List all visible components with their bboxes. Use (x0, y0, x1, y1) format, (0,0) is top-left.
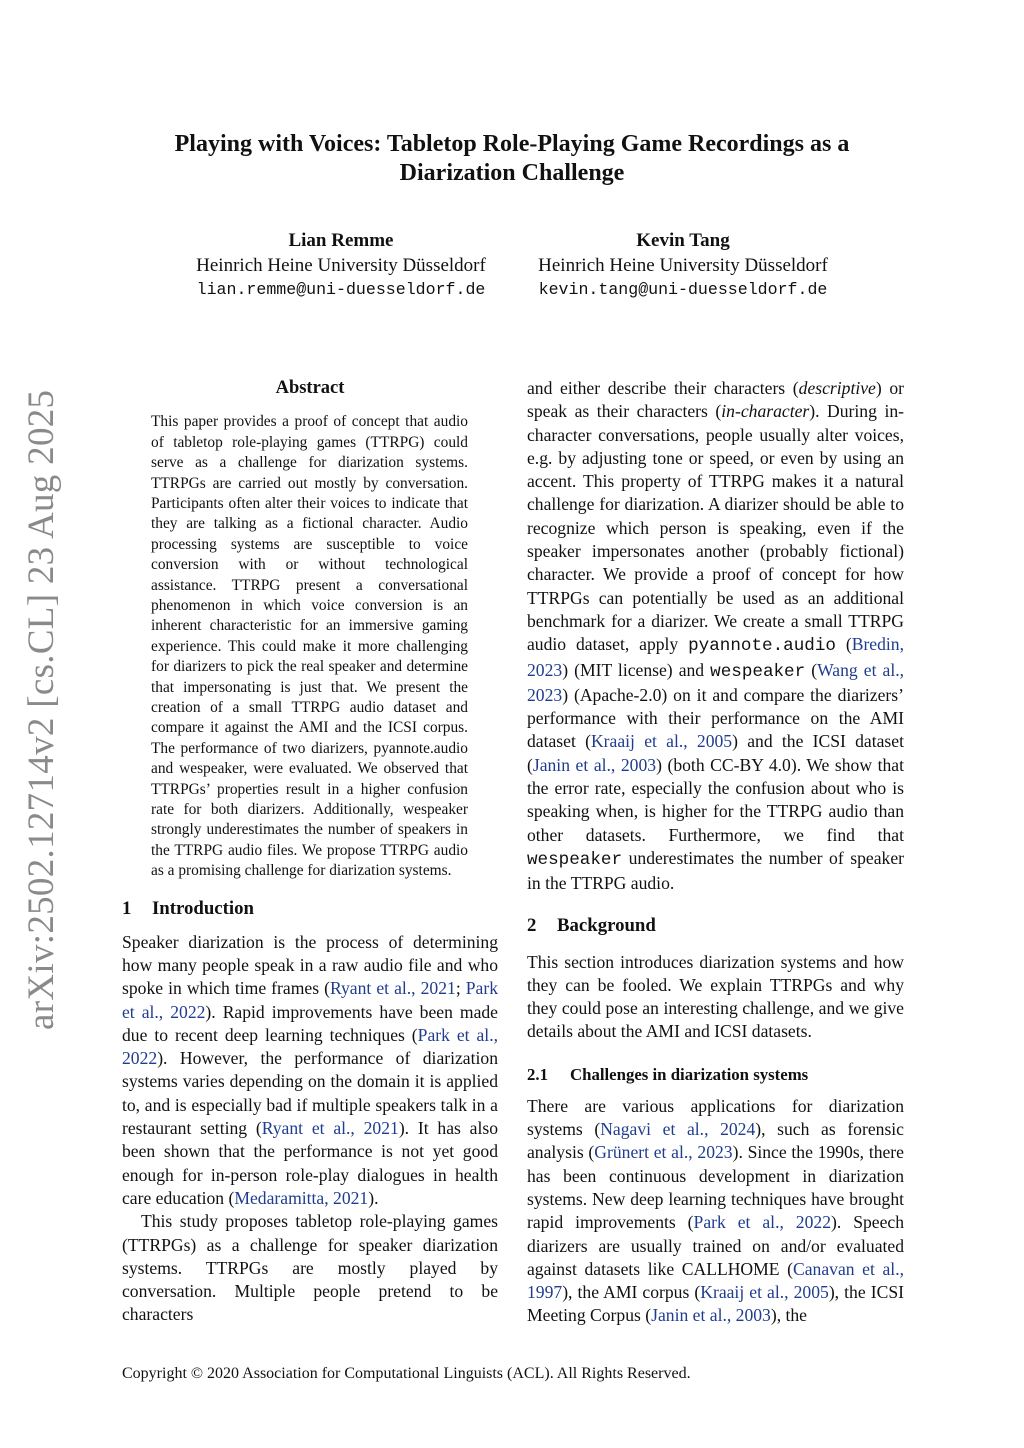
section-title: Introduction (152, 897, 254, 919)
author-name: Lian Remme (288, 230, 394, 251)
text-run: ; (455, 978, 466, 999)
citation-link[interactable]: Medaramitta, 2021 (234, 1187, 369, 1208)
text-run: and either describe their characters ( (527, 378, 799, 398)
abstract-heading: Abstract (275, 378, 345, 398)
emphasis: descriptive (798, 378, 876, 398)
arxiv-identifier: arXiv:2502.12714v2 [cs.CL] 23 Aug 2025 (21, 389, 62, 1030)
section-title: Background (557, 914, 656, 936)
text-run: ), the ICSI Meeting Corpus ( (527, 1282, 904, 1326)
subsection-heading-challenges (527, 1064, 904, 1086)
text-run: ), the (770, 1305, 807, 1326)
citation-link[interactable]: Kraaij et al., 2005 (700, 1282, 829, 1303)
intro-paragraph-continued (527, 377, 904, 896)
paper-title: Playing with Voices: Tabletop Role-Playing Game Recordings as a Diarization Challenge (174, 131, 850, 186)
citation-link[interactable]: Wang et al., 2023 (527, 659, 904, 705)
citation-link[interactable]: Janin et al., 2003 (651, 1305, 771, 1326)
citation-link[interactable]: Ryant et al., 2021 (261, 1118, 399, 1139)
abstract-text: This paper provides a proof of concept that audio of tabletop role-playing games (TTRPG) could serve as a challenge for diarization systems. TTRPGs are carried out mostly by conversation. Participants often alter their voices to indicate that they are talking as a fictional character. Audio processing systems are susceptible to voice conversion with or without technological assistance. TTRPG present a conversational phenomenon in which voice conversion is an inherent characteristic for an immersive gaming experience. This could make it more challenging for diarizers to pick the real speaker and determine that impersonating is just that. We present the creation of a small TTRPG audio dataset and compare it against the AMI and the ICSI corpus. The performance of two diarizers, pyannote.audio and wespeaker, were evaluated. We observed that TTRPGs’ properties result in a higher confusion rate for both diarizers. Additionally, wespeaker strongly underestimates the number of speakers in the TTRPG audio files. We propose TTRPG audio as a promising challenge for diarization systems. (151, 413, 468, 880)
text-run: ) (Apache-2.0) on it and compare the diarizers’ performance with their performance on the AMI dataset ( (527, 684, 904, 752)
citation-link[interactable]: Kraaij et al., 2005 (590, 731, 733, 752)
citation-link[interactable]: Grünert et al., 2023 (594, 1142, 733, 1163)
author-email[interactable]: kevin.tang@uni-duesseldorf.de (538, 280, 828, 299)
right-column (527, 377, 904, 1328)
subsection-title: Challenges in diarization systems (570, 1064, 809, 1084)
author-email[interactable]: lian.remme@uni-duesseldorf.de (196, 280, 486, 299)
intro-paragraph-1 (122, 931, 498, 1211)
author-name: Kevin Tang (636, 230, 730, 251)
text-run: ). It has also been shown that the performance is not yet good enough for in-person role-play dialogues in health care education ( (122, 1118, 499, 1208)
text-run: ). Rapid improvements have been made due to recent deep learning techniques ( (122, 1001, 498, 1045)
copyright-notice: Copyright © 2020 Association for Computational Linguists (ACL). All Rights Reserved. (122, 1365, 691, 1382)
text-run: ). Speech diarizers are usually trained on and/or evaluated against datasets like CALLHOME ( (527, 1212, 905, 1279)
text-run: ) or speak as their characters ( (527, 378, 904, 422)
citation-link[interactable]: Nagavi et al., 2024 (600, 1119, 756, 1140)
section-heading-introduction (122, 897, 498, 921)
text-run: Speaker diarization is the process of determining how many people speak in a raw audio file and who spoke in which time frames ( (122, 931, 498, 999)
text-run: ) (MIT license) and (562, 659, 711, 680)
section-number: 2 (527, 914, 537, 936)
citation-link[interactable]: Park et al., 2022 (122, 1024, 498, 1069)
subsection-number: 2.1 (527, 1064, 548, 1084)
challenges-paragraph-1 (527, 1095, 904, 1328)
text-run: ). However, the performance of diarization systems varies depending on the domain it is applied to, and is especially bad if multiple speakers talk in a restaurant setting ( (122, 1048, 498, 1139)
emphasis: in-character (721, 401, 810, 422)
code-term: wespeaker (710, 661, 806, 682)
background-paragraph-1: This section introduces diarization systems and how they can be fooled. We explain TTRPGs and why they could pose an interesting challenge, and we give details about the AMI and ICSI datasets. (527, 951, 904, 1042)
code-term: wespeaker (527, 849, 623, 870)
text-run: ( (805, 659, 818, 680)
text-run: There are various applications for diarization systems ( (527, 1095, 904, 1140)
author-affiliation: Heinrich Heine University Düsseldorf (196, 254, 486, 276)
author-affiliation: Heinrich Heine University Düsseldorf (538, 254, 828, 276)
author-block-2 (518, 229, 848, 303)
citation-link[interactable]: Canavan et al., 1997 (527, 1258, 904, 1303)
text-run: ) (both CC-BY 4.0). We show that the error rate, especially the confusion about who is speaking when, is higher for the TTRPG audio than other datasets. Furthermore, we find that (527, 754, 904, 845)
text-run: ) and the ICSI dataset ( (527, 731, 904, 775)
text-run: underestimates the number of speaker in the TTRPG audio. (527, 847, 904, 894)
section-heading-background (527, 914, 904, 938)
author-block-1 (176, 229, 506, 303)
text-run: ). During in-character conversations, people usually alter voices, e.g. by adjusting tone or speed, or even by using an accent. This property of TTRPG makes it a natural challenge for diarization. A diarizer should be able to recognize which person is speaking, even if the speaker impersonates another (probably fictional) character. We provide a proof of concept for how TTRPGs can potentially be used as an additional benchmark for a diarizer. We create a small TTRPG audio dataset, apply (527, 401, 904, 655)
citation-link[interactable]: Park et al., 2022 (693, 1212, 831, 1233)
section-number: 1 (122, 897, 132, 919)
citation-link[interactable]: Janin et al., 2003 (532, 754, 657, 775)
text-run: ( (835, 634, 852, 655)
citation-link[interactable]: Park et al., 2022 (122, 978, 498, 1022)
text-run: ), such as forensic analysis ( (527, 1119, 904, 1163)
code-term: pyannote.audio (688, 636, 836, 657)
citation-link[interactable]: Bredin, 2023 (527, 634, 904, 680)
text-run: ), the AMI corpus ( (562, 1282, 701, 1303)
text-run: ). Since the 1990s, there has been continuous development in diarization systems. New deep learning techniques have brought rapid improvements ( (527, 1142, 904, 1233)
left-column (122, 370, 498, 1327)
intro-paragraph-2: This study proposes tabletop role-playing games (TTRPGs) as a challenge for speaker diarization systems. TTRPGs are mostly played by conversation. Multiple people pretend to be characters (122, 1211, 498, 1325)
text-run: ). (368, 1187, 379, 1208)
citation-link[interactable]: Ryant et al., 2021 (329, 978, 456, 999)
